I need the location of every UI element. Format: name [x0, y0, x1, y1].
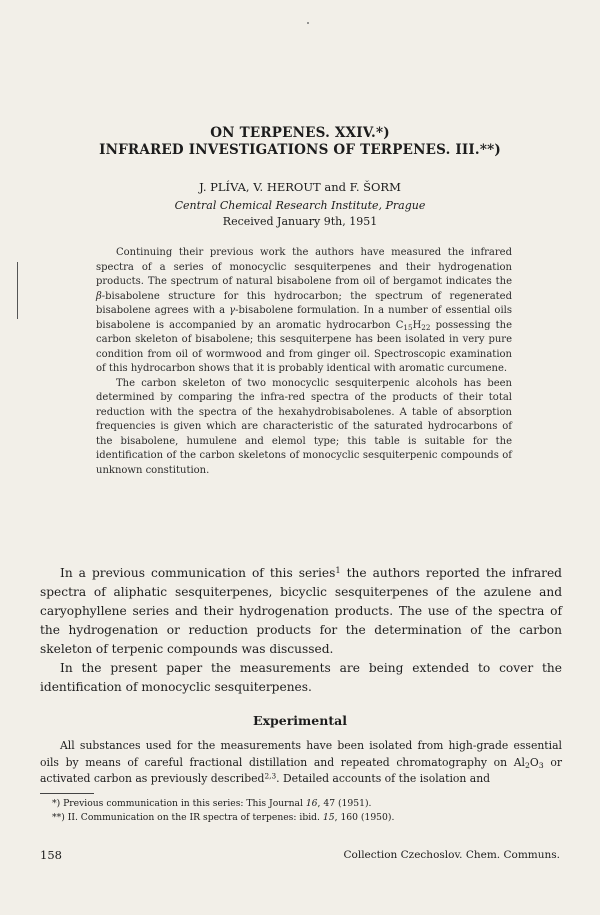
- footnote-text: , 47 (1951).: [317, 798, 372, 809]
- experimental-paragraph: [40, 738, 562, 788]
- experimental-text: [40, 738, 562, 788]
- footnotes: [52, 797, 552, 825]
- body-text: [40, 564, 562, 697]
- body-text-segment: the authors reported the infrared spectra of aliphatic sesquiterpenes, bicyclic sesquiterpenes of the azulene and caryophyllene series and their hydrogenation products. The use of the spectra of the hydrogenation or reduction products for the determination of the carbon skeleton of terpenic compounds was discussed.: [40, 566, 562, 656]
- abstract-text: -bisabolene structure for this hydrocarbon; the spectrum of regenerated bisabolene agrees with a: [96, 290, 512, 316]
- volume-number: 16: [305, 798, 318, 809]
- journal-name: Collection Czechoslov. Chem. Communs.: [343, 849, 560, 861]
- footnote-text: , 160 (1950).: [334, 812, 395, 823]
- title-line-2: INFRARED INVESTIGATIONS OF TERPENES. III.**): [99, 142, 501, 158]
- institute: Central Chemical Research Institute, Prague: [174, 199, 426, 212]
- subscript: 15: [403, 322, 413, 332]
- footnote-2: [52, 811, 552, 825]
- experimental-segment: . Detailed accounts of the isolation and: [276, 772, 491, 785]
- body-paragraph-2: In the present paper the measurements are being extended to cover the identification of monocyclic sesquiterpenes.: [40, 661, 562, 694]
- subscript: 2: [524, 760, 530, 770]
- subscript: 3: [538, 760, 544, 770]
- abstract-text: possessing the carbon skeleton of bisabolene; this sesquiterpene has been isolated in very pure condition from oil of wormwood and from ginger oil. Spectroscopic examination of this hydrocarbon shows that it is probably identical with aromatic curcumene.: [96, 319, 512, 374]
- greek-gamma: γ: [229, 305, 236, 316]
- abstract-text: -bisabolene formulation. In a number of essential oils bisabolene is accompanied by an aromatic hydrocarbon C: [96, 305, 512, 331]
- abstract-text: Continuing their previous work the authors have measured the infrared spectra of a series of monocyclic sesquiterpenes and their hydrogenation products. The spectrum of natural bisabolene from oil of bergamot indicates the: [96, 247, 512, 287]
- section-heading: Experimental: [253, 713, 347, 728]
- citation: 2,3: [264, 771, 277, 781]
- received-date: Received January 9th, 1951: [222, 215, 378, 228]
- abstract: [96, 246, 512, 478]
- authors: J. PLÍVA, V. HEROUT and F. ŠORM: [199, 180, 401, 194]
- abstract-paragraph-2: The carbon skeleton of two monocyclic sesquiterpenic alcohols has been determined by comparing the infra-red spectra of the products of their total reduction with the spectra of the hexahydrobisabolenes. A table of absorption frequencies is given which are characteristic of the saturated hydrocarbons of the bisabolene, humulene and elemol type; this table is suitable for the identification of the carbon skeletons of monocyclic sesquiterpenic compounds of unknown constitution.: [96, 377, 512, 476]
- footnote-text: *) Previous communication in this series: This Journal: [52, 798, 306, 809]
- footnote-1: [52, 797, 552, 811]
- experimental-segment: All substances used for the measurements have been isolated from high-grade essential oils by means of careful fractional distillation and repeated chromatography on Al: [40, 739, 562, 769]
- experimental-segment: or activated carbon as previously described: [40, 755, 563, 785]
- greek-beta: β: [96, 290, 102, 302]
- margin-mark: [17, 262, 18, 319]
- page-number: 158: [40, 848, 62, 862]
- title-line-1: ON TERPENES. XXIV.*): [210, 125, 390, 141]
- body-text-segment: In a previous communication of this series: [60, 566, 336, 580]
- formula-o: O: [529, 755, 539, 769]
- footnote-rule: [40, 793, 94, 794]
- abstract-paragraph-1: [96, 246, 512, 377]
- body-paragraph-1: [40, 564, 562, 659]
- scan-speck: [307, 22, 309, 24]
- subscript: 22: [421, 322, 431, 332]
- article-title: [40, 125, 560, 159]
- volume-number: 15: [322, 812, 335, 823]
- formula-h: H: [412, 319, 422, 331]
- citation: 1: [335, 564, 341, 575]
- footnote-text: **) II. Communication on the IR spectra of terpenes: ibid.: [52, 812, 323, 823]
